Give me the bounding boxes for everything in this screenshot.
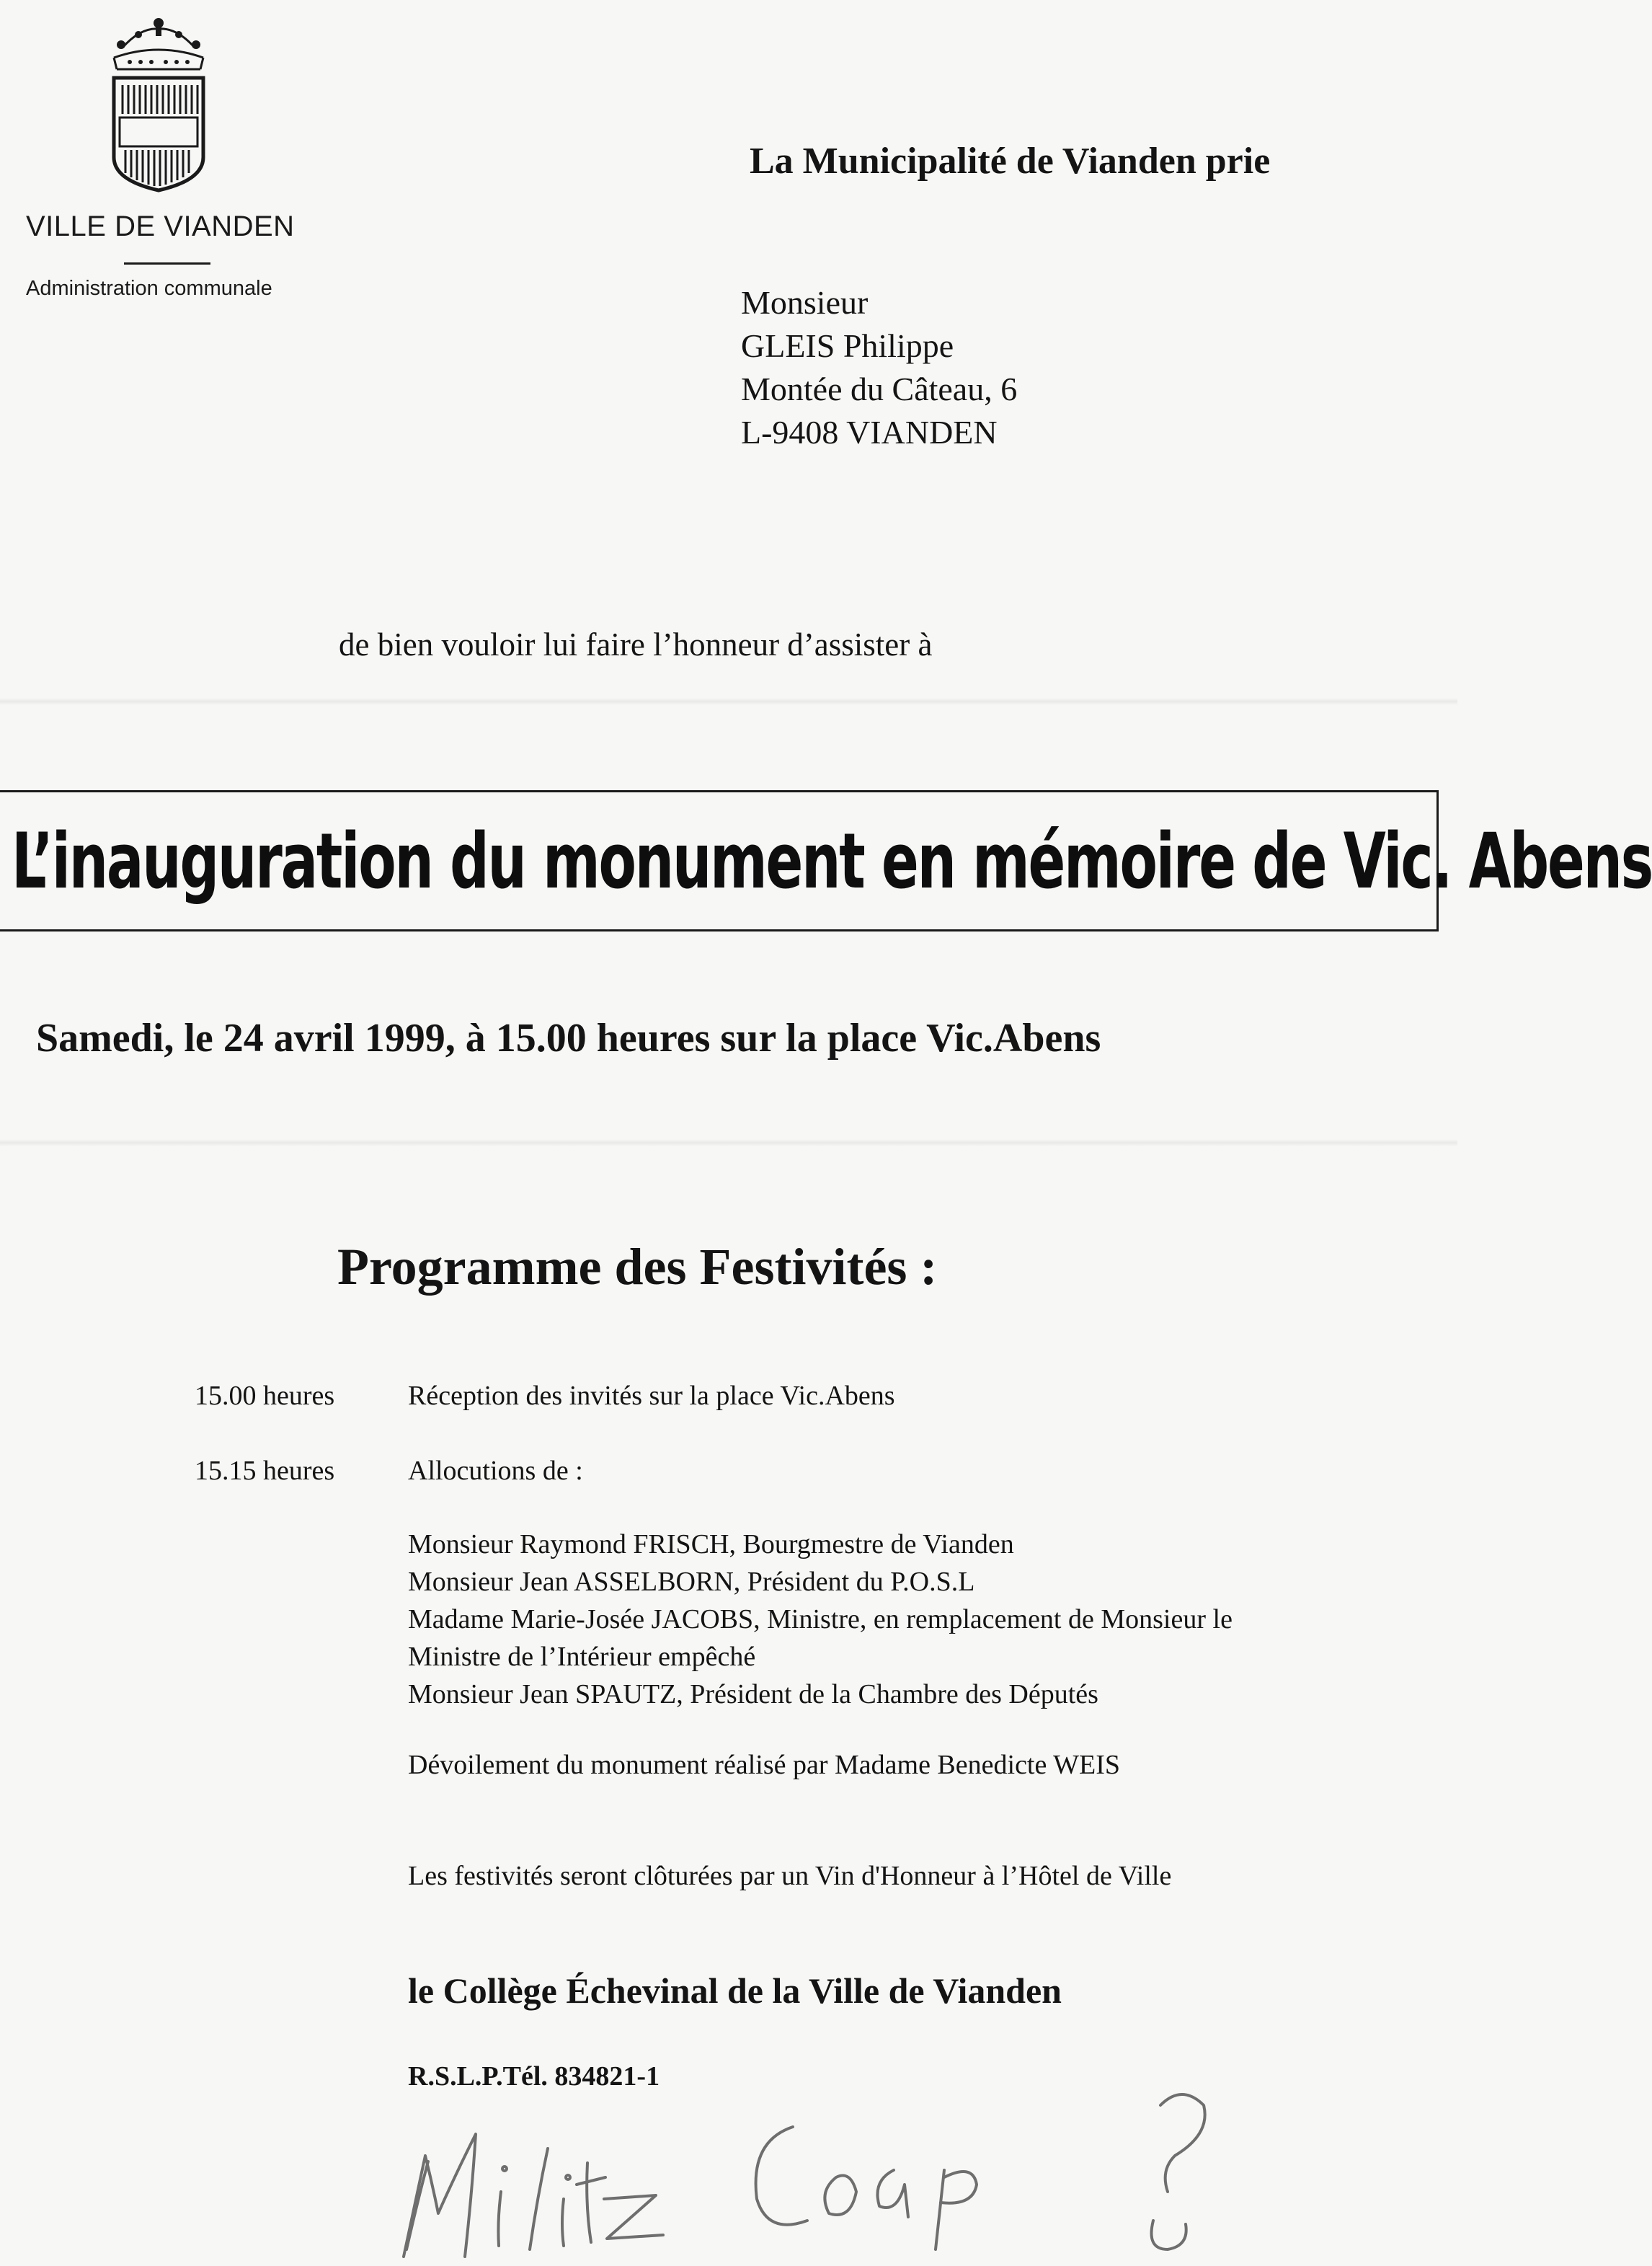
programme-item: Réception des invités sur la place Vic.Abens [408,1381,895,1411]
unveiling-line: Dévoilement du monument réalisé par Madame Benedicte WEIS [408,1750,1121,1780]
crowned-coat-of-arms-icon [101,13,216,193]
invite-line: de bien vouloir lui faire l’honneur d’assister à [339,627,933,663]
speaker-line: Madame Marie-Josée JACOBS, Ministre, en remplacement de Monsieur le [408,1604,1233,1634]
recipient-name: GLEIS Philippe [741,327,954,364]
event-date-line: Samedi, le 24 avril 1999, à 15.00 heures sur la place Vic.Abens [36,1016,1101,1061]
college-signature: le Collège Échevinal de la Ville de Vianden [408,1970,1062,2011]
divider [124,262,210,265]
speaker-line: Monsieur Jean SPAUTZ, Président de la Chambre des Députés [408,1679,1098,1709]
paper-fold-line [0,698,1457,705]
speaker-line: Monsieur Raymond FRISCH, Bourgmestre de Vianden [408,1529,1014,1559]
programme-time: 15.15 heures [195,1456,335,1486]
speaker-line: Monsieur Jean ASSELBORN, Président du P.O.S.L [408,1567,975,1597]
programme-item: Allocutions de : [408,1456,583,1486]
invitation-intro: La Municipalité de Vianden prie [750,141,1271,182]
programme-time: 15.00 heures [195,1381,335,1411]
event-title: L’inauguration du monument en mémoire de Vic. Abens [12,816,1652,906]
ville-name: VILLE DE VIANDEN [26,211,295,242]
telephone-reference: R.S.L.P.Tél. 834821-1 [408,2061,660,2092]
recipient-salutation: Monsieur [741,284,869,321]
speaker-line: Ministre de l’Intérieur empêché [408,1642,756,1672]
handwritten-note [375,2076,1269,2264]
event-title-box [0,790,1652,931]
recipient-city: L-9408 VIANDEN [741,414,998,451]
ville-subtitle: Administration communale [26,277,272,300]
closing-line: Les festivités seront clôturées par un Vin d'Honneur à l’Hôtel de Ville [408,1861,1172,1891]
recipient-address [741,281,1017,454]
paper-fold-line [0,1139,1457,1146]
programme-title: Programme des Festivités : [337,1238,938,1296]
recipient-street: Montée du Câteau, 6 [741,371,1018,407]
